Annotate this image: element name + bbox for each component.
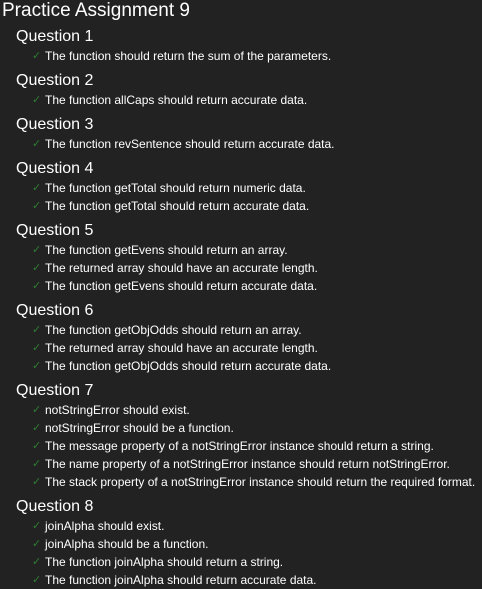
test-item[interactable] <box>2 357 482 375</box>
question-list <box>2 27 482 589</box>
test-item[interactable] <box>2 241 482 259</box>
question-section <box>2 27 482 65</box>
question-title[interactable]: Question 6 <box>16 302 94 319</box>
test-item[interactable] <box>2 47 482 65</box>
check-icon: ✓ <box>32 181 42 194</box>
test-list <box>2 517 482 589</box>
check-icon: ✓ <box>32 243 42 256</box>
test-item[interactable] <box>2 179 482 197</box>
check-icon: ✓ <box>32 403 42 416</box>
test-title: The function revSentence should return accurate data. <box>45 137 335 151</box>
test-item[interactable] <box>2 535 482 553</box>
test-item[interactable] <box>2 437 482 455</box>
test-title: The function allCaps should return accurate data. <box>45 93 308 107</box>
test-title: The returned array should have an accurate length. <box>45 261 318 275</box>
test-item[interactable] <box>2 419 482 437</box>
check-icon: ✓ <box>32 573 42 586</box>
test-title: The function getEvens should return an array. <box>45 243 288 257</box>
check-icon: ✓ <box>32 475 42 488</box>
test-title: The function should return the sum of the parameters. <box>45 49 332 63</box>
question-title[interactable]: Question 7 <box>16 382 94 399</box>
test-item[interactable] <box>2 553 482 571</box>
test-list <box>2 401 482 491</box>
question-section <box>2 381 482 491</box>
check-icon: ✓ <box>32 555 42 568</box>
check-icon: ✓ <box>32 341 42 354</box>
check-icon: ✓ <box>32 199 42 212</box>
question-title[interactable]: Question 5 <box>16 222 94 239</box>
check-icon: ✓ <box>32 93 42 106</box>
question-section <box>2 221 482 295</box>
test-title: notStringError should be a function. <box>45 421 234 435</box>
check-icon: ✓ <box>32 323 42 336</box>
check-icon: ✓ <box>32 537 42 550</box>
check-icon: ✓ <box>32 279 42 292</box>
test-list <box>2 135 482 153</box>
test-title: joinAlpha should exist. <box>45 519 165 533</box>
test-list <box>2 47 482 65</box>
check-icon: ✓ <box>32 137 42 150</box>
question-title[interactable]: Question 3 <box>16 116 94 133</box>
check-icon: ✓ <box>32 261 42 274</box>
test-item[interactable] <box>2 401 482 419</box>
check-icon: ✓ <box>32 359 42 372</box>
test-title: notStringError should exist. <box>45 403 190 417</box>
test-item[interactable] <box>2 517 482 535</box>
test-item[interactable] <box>2 259 482 277</box>
question-title[interactable]: Question 8 <box>16 498 94 515</box>
test-title: The function getTotal should return numeric data. <box>45 181 306 195</box>
question-title[interactable]: Question 4 <box>16 160 94 177</box>
test-list <box>2 321 482 375</box>
test-item[interactable] <box>2 571 482 589</box>
test-title: The name property of a notStringError instance should return notStringError. <box>45 457 450 471</box>
test-list <box>2 91 482 109</box>
question-section <box>2 115 482 153</box>
test-title: The function getObjOdds should return an array. <box>45 323 302 337</box>
check-icon: ✓ <box>32 457 42 470</box>
suite-title: Practice Assignment 9 <box>2 0 190 21</box>
check-icon: ✓ <box>32 519 42 532</box>
test-title: The message property of a notStringError instance should return a string. <box>45 439 434 453</box>
test-item[interactable] <box>2 277 482 295</box>
question-title[interactable]: Question 2 <box>16 72 94 89</box>
check-icon: ✓ <box>32 421 42 434</box>
test-title: The function joinAlpha should return a string. <box>45 555 284 569</box>
test-item[interactable] <box>2 455 482 473</box>
check-icon: ✓ <box>32 439 42 452</box>
test-list <box>2 179 482 215</box>
test-item[interactable] <box>2 197 482 215</box>
test-list <box>2 241 482 295</box>
test-title: The function getObjOdds should return accurate data. <box>45 359 332 373</box>
test-title: joinAlpha should be a function. <box>45 537 209 551</box>
question-section <box>2 497 482 589</box>
test-item[interactable] <box>2 473 482 491</box>
test-item[interactable] <box>2 339 482 357</box>
test-title: The returned array should have an accurate length. <box>45 341 318 355</box>
test-title: The function joinAlpha should return accurate data. <box>45 573 317 587</box>
question-title[interactable]: Question 1 <box>16 28 94 45</box>
test-item[interactable] <box>2 135 482 153</box>
test-item[interactable] <box>2 91 482 109</box>
question-section <box>2 159 482 215</box>
test-item[interactable] <box>2 321 482 339</box>
test-title: The function getEvens should return accurate data. <box>45 279 318 293</box>
check-icon: ✓ <box>32 49 42 62</box>
test-title: The function getTotal should return accurate data. <box>45 199 310 213</box>
test-title: The stack property of a notStringError instance should return the required format. <box>45 475 476 489</box>
question-section <box>2 71 482 109</box>
question-section <box>2 301 482 375</box>
